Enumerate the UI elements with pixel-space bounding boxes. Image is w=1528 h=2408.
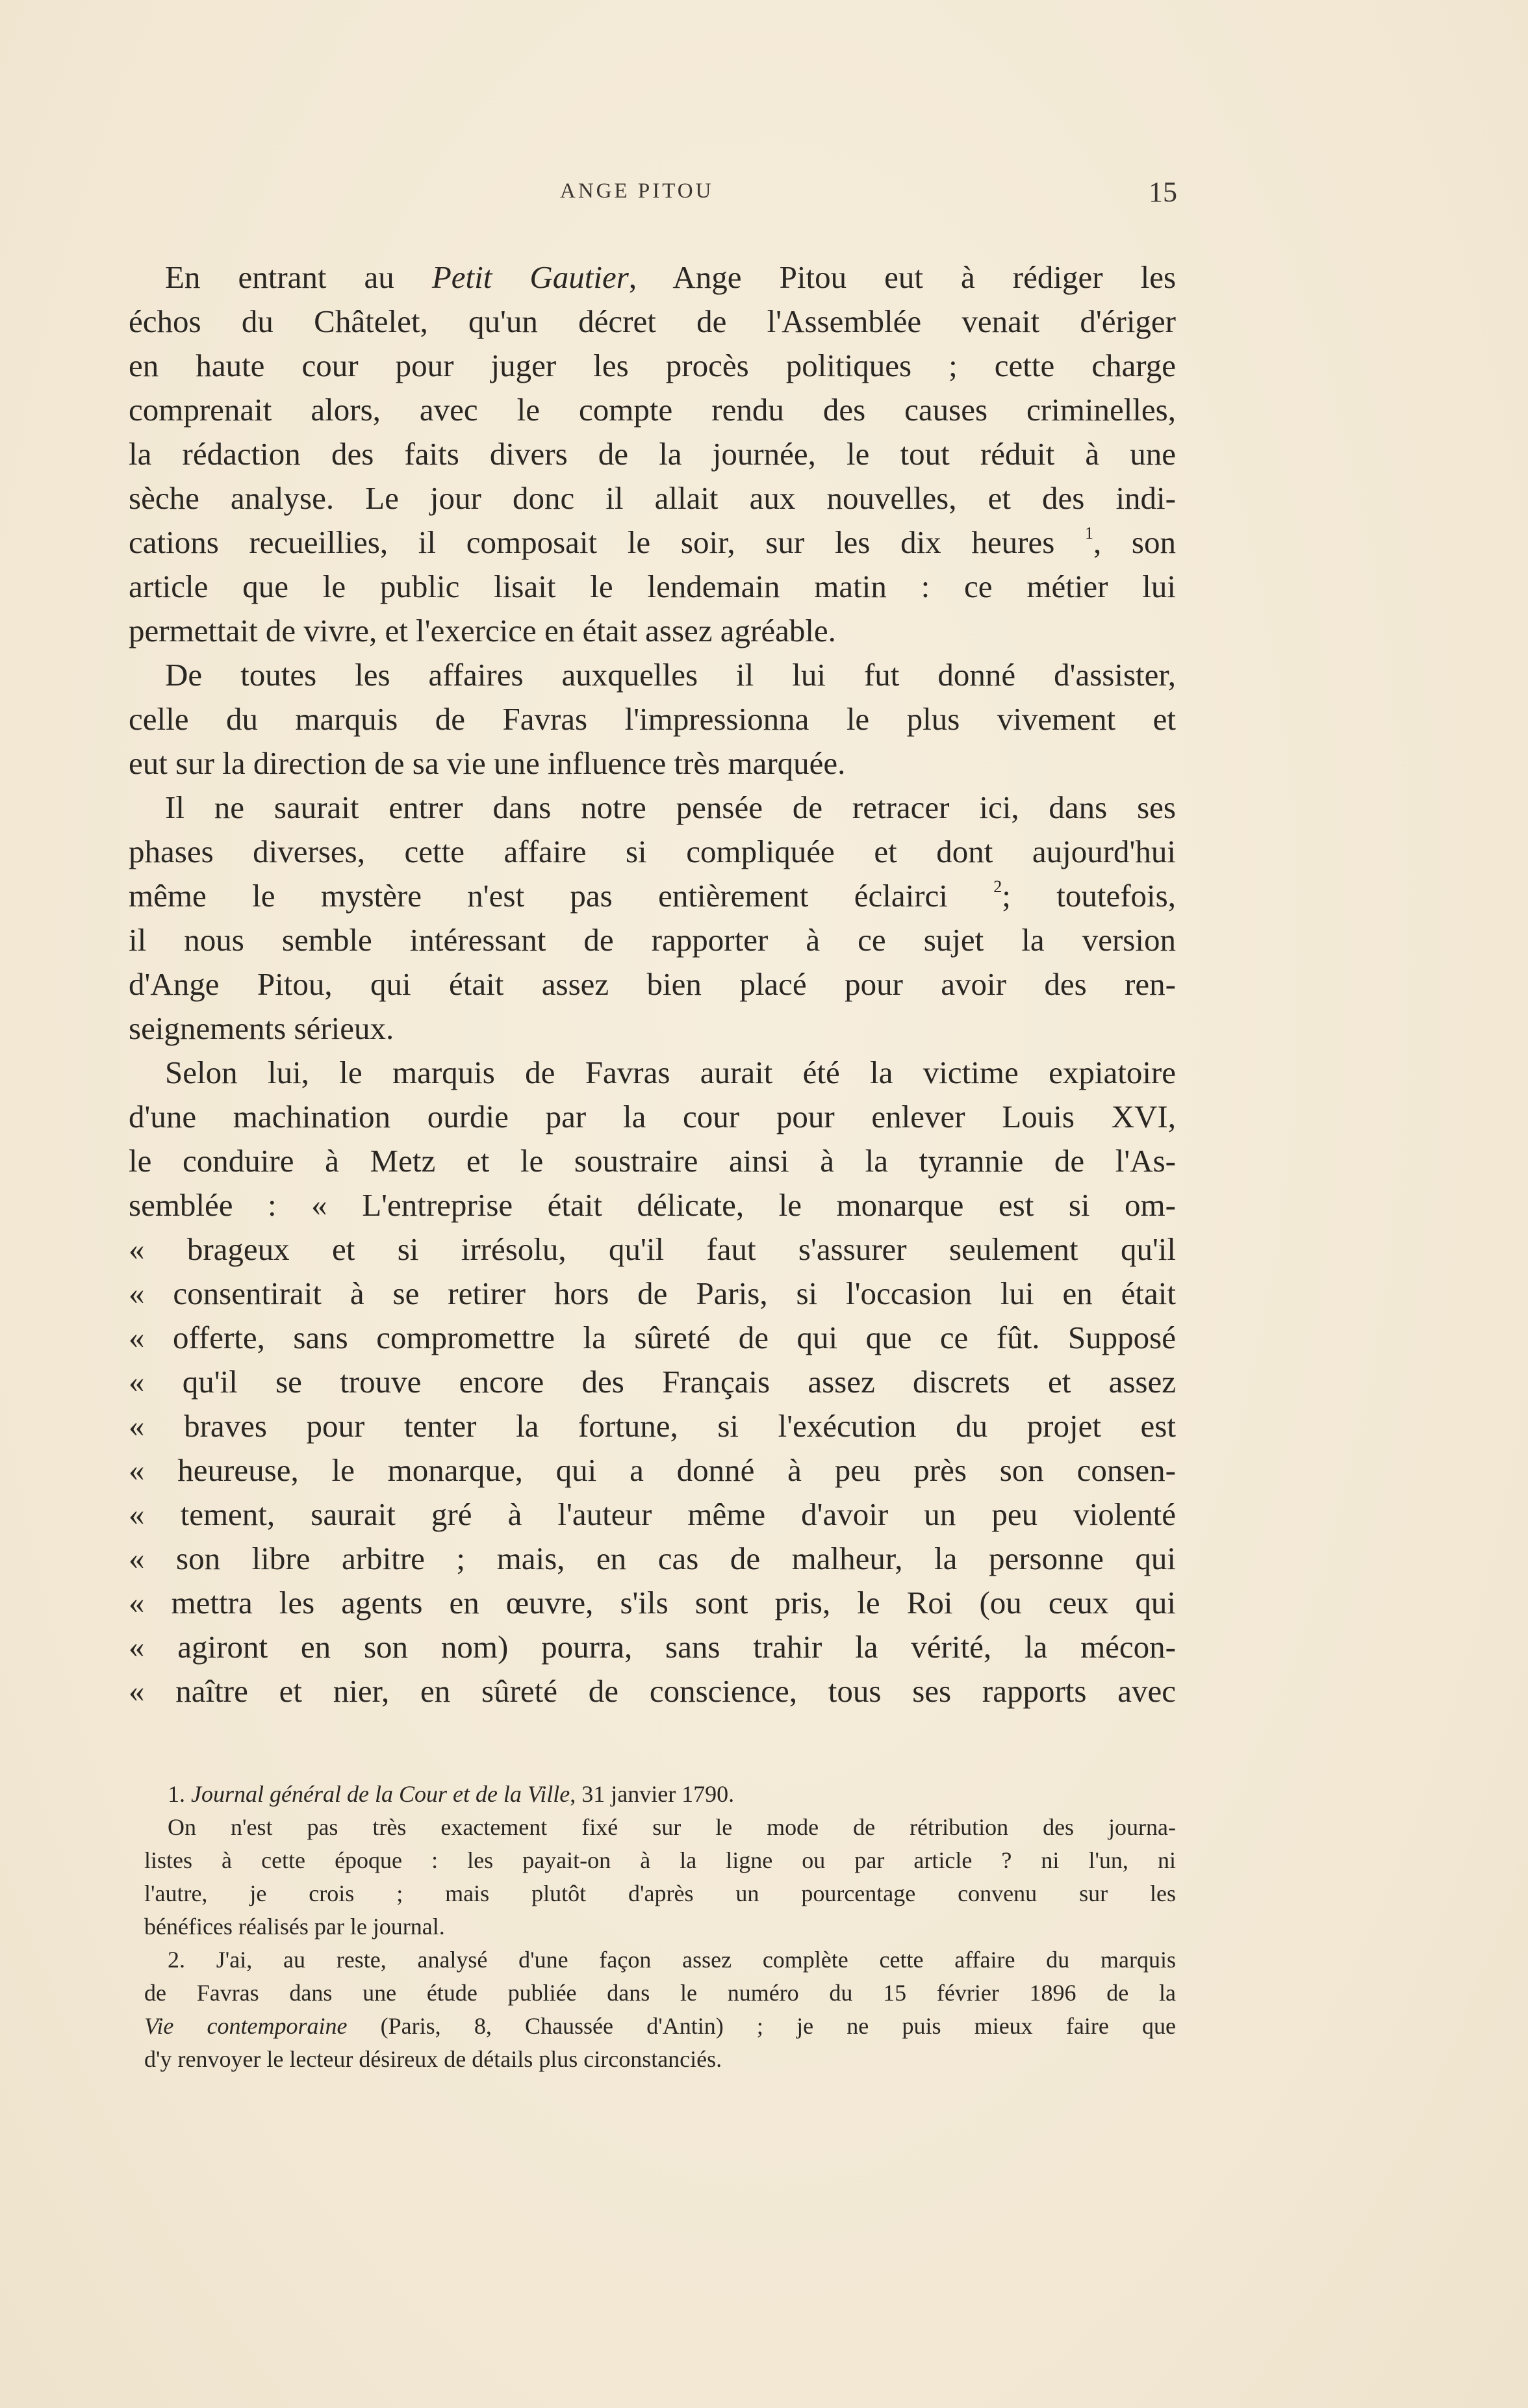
footnote-line-segment: 1.	[168, 1781, 191, 1807]
running-head	[560, 176, 1177, 212]
text-line: comprenait alors, avec le compte rendu des causes criminelles,	[129, 392, 1176, 428]
footnote-line	[144, 2010, 1176, 2043]
text-line-segment: , Ange Pitou eut à rédiger les	[628, 259, 1177, 295]
text-line: « mettra les agents en œuvre, s'ils sont pris, le Roi (ou ceux qui	[129, 1585, 1176, 1620]
text-line	[129, 874, 1176, 918]
main-text	[129, 255, 1176, 1713]
text-line: « qu'il se trouve encore des Français assez discrets et assez	[129, 1364, 1176, 1400]
text-line: « consentirait à se retirer hors de Paris, si l'occasion lui en était	[129, 1275, 1176, 1311]
text-line-segment: même le mystère n'est pas entièrement éclairci	[129, 878, 994, 914]
text-line: d'une machination ourdie par la cour pour enlever Louis XVI,	[129, 1099, 1176, 1134]
page-number: 15	[1149, 176, 1177, 208]
text-line: De toutes les affaires auxquelles il lui fut donné d'assister,	[165, 657, 1176, 693]
footnote-line-segment: , 31 janvier 1790.	[570, 1781, 735, 1807]
text-line: eut sur la direction de sa vie une influence très marquée.	[129, 745, 846, 781]
text-line-segment: , son	[1093, 524, 1176, 560]
text-line: article que le public lisait le lendemain matin : ce métier lui	[129, 569, 1176, 604]
footnote-line: d'y renvoyer le lecteur désireux de détails plus circonstanciés.	[144, 2046, 722, 2072]
text-line: Selon lui, le marquis de Favras aurait été la victime expiatoire	[165, 1055, 1176, 1090]
text-line: échos du Châtelet, qu'un décret de l'Assemblée venait d'ériger	[129, 303, 1176, 339]
text-line-segment: ; toutefois,	[1002, 878, 1176, 914]
text-line	[129, 255, 1176, 300]
text-line: « son libre arbitre ; mais, en cas de malheur, la personne qui	[129, 1541, 1176, 1576]
text-line: « braves pour tenter la fortune, si l'exécution du projet est	[129, 1408, 1176, 1444]
text-line: d'Ange Pitou, qui était assez bien placé pour avoir des ren-	[129, 966, 1176, 1002]
footnote-line: On n'est pas très exactement fixé sur le mode de rétribution des journa-	[168, 1814, 1176, 1840]
italic-title: Petit Gautier	[431, 259, 629, 295]
text-line: « naître et nier, en sûreté de conscience, tous ses rapports avec	[129, 1673, 1176, 1709]
text-line: semblée : « L'entreprise était délicate, le monarque est si om-	[129, 1187, 1176, 1223]
text-line	[129, 520, 1176, 565]
text-line: en haute cour pour juger les procès politiques ; cette charge	[129, 348, 1176, 383]
text-line: seignements sérieux.	[129, 1010, 394, 1046]
text-line: il nous semble intéressant de rapporter à ce sujet la version	[129, 922, 1176, 958]
text-line: « brageux et si irrésolu, qu'il faut s'assurer seulement qu'il	[129, 1231, 1176, 1267]
footnote-line-segment: (Paris, 8, Chaussée d'Antin) ; je ne puis mieux faire que	[347, 2013, 1176, 2039]
text-line: « heureuse, le monarque, qui a donné à peu près son consen-	[129, 1452, 1176, 1488]
text-line: Il ne saurait entrer dans notre pensée de retracer ici, dans ses	[165, 789, 1176, 825]
text-line: permettait de vivre, et l'exercice en était assez agréable.	[129, 613, 836, 648]
text-line: sèche analyse. Le jour donc il allait aux nouvelles, et des indi-	[129, 480, 1176, 516]
footnote-line: l'autre, je crois ; mais plutôt d'après un pourcentage convenu sur les	[144, 1880, 1176, 1906]
text-line-segment: En entrant au	[165, 259, 432, 295]
footnote-ref[interactable]: 1	[1084, 524, 1093, 543]
text-line-segment: cations recueillies, il composait le soir, sur les dix heures	[129, 524, 1085, 560]
footnote-line: listes à cette époque : les payait-on à la ligne ou par article ? ni l'un, ni	[144, 1847, 1176, 1873]
footnotes	[144, 1778, 1176, 2076]
footnote-line: 2. J'ai, au reste, analysé d'une façon assez complète cette affaire du marquis	[168, 1947, 1176, 1973]
running-title: ANGE PITOU	[560, 179, 714, 203]
footnote-ref[interactable]: 2	[993, 877, 1002, 896]
text-line: « agiront en son nom) pourra, sans trahir la vérité, la mécon-	[129, 1629, 1176, 1665]
footnote-line: bénéfices réalisés par le journal.	[144, 1914, 445, 1940]
text-line: le conduire à Metz et le soustraire ainsi à la tyrannie de l'As-	[129, 1143, 1176, 1179]
text-line: celle du marquis de Favras l'impressionna le plus vivement et	[129, 701, 1176, 737]
text-line: phases diverses, cette affaire si compliquée et dont aujourd'hui	[129, 834, 1176, 869]
footnote-line	[168, 1778, 1176, 1811]
italic-title: Vie contemporaine	[144, 2013, 348, 2039]
text-line: « offerte, sans compromettre la sûreté de qui que ce fût. Supposé	[129, 1320, 1176, 1355]
footnote-line: de Favras dans une étude publiée dans le numéro du 15 février 1896 de la	[144, 1980, 1176, 2006]
text-line: « tement, saurait gré à l'auteur même d'avoir un peu violenté	[129, 1496, 1176, 1532]
text-line: la rédaction des faits divers de la journée, le tout réduit à une	[129, 436, 1176, 472]
italic-title: Journal général de la Cour et de la Ville	[191, 1781, 570, 1807]
